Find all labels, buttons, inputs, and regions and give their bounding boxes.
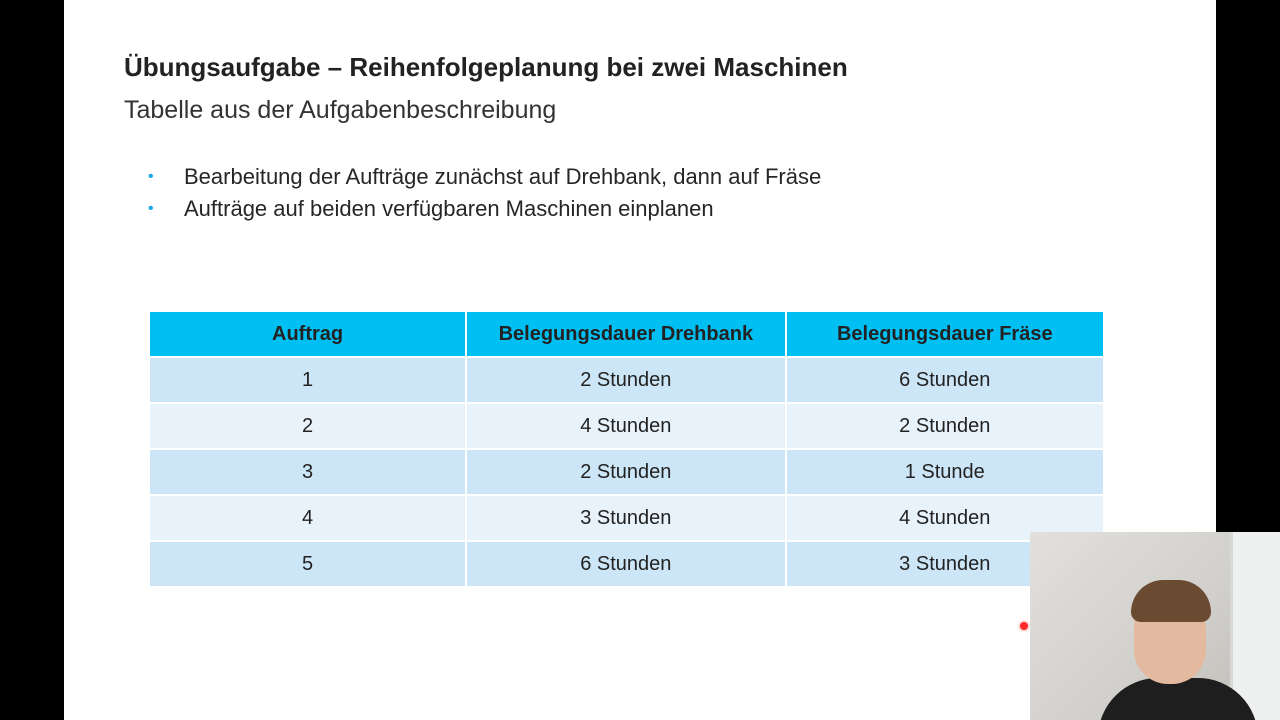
- presenter-webcam: [1030, 532, 1280, 720]
- table-row: [149, 403, 1104, 449]
- bullet-text: Aufträge auf beiden verfügbaren Maschinen einplanen: [184, 196, 714, 221]
- presenter-hair: [1131, 580, 1211, 622]
- cell-drehbank: 3 Stunden: [466, 495, 785, 541]
- header-fraese: Belegungsdauer Fräse: [786, 311, 1104, 357]
- job-duration-table: [148, 310, 1105, 588]
- cell-auftrag: 5: [149, 541, 466, 587]
- table-row: [149, 495, 1104, 541]
- cell-auftrag: 3: [149, 449, 466, 495]
- bullet-marker-icon: •: [148, 168, 154, 185]
- bullet-marker-icon: •: [148, 200, 154, 217]
- bullet-item: [148, 161, 821, 193]
- table-row: [149, 449, 1104, 495]
- cell-auftrag: 2: [149, 403, 466, 449]
- cell-auftrag: 1: [149, 357, 466, 403]
- slide-title: Übungsaufgabe – Reihenfolgeplanung bei zwei Maschinen: [124, 52, 848, 82]
- cell-auftrag: 4: [149, 495, 466, 541]
- cell-fraese: 3 Stunden: [786, 541, 1104, 587]
- cell-fraese: 4 Stunden: [786, 495, 1104, 541]
- webcam-window-background: [1230, 532, 1280, 720]
- bullet-text: Bearbeitung der Aufträge zunächst auf Drehbank, dann auf Fräse: [184, 164, 822, 189]
- cell-drehbank: 6 Stunden: [466, 541, 785, 587]
- cell-drehbank: 2 Stunden: [466, 357, 785, 403]
- header-auftrag: Auftrag: [149, 311, 466, 357]
- laser-pointer-icon: [1020, 622, 1028, 630]
- cell-fraese: 6 Stunden: [786, 357, 1104, 403]
- header-drehbank: Belegungsdauer Drehbank: [466, 311, 785, 357]
- bullet-list: [148, 161, 821, 225]
- bullet-item: [148, 193, 821, 225]
- cell-fraese: 2 Stunden: [786, 403, 1104, 449]
- slide-subtitle: Tabelle aus der Aufgabenbeschreibung: [124, 96, 557, 124]
- cell-drehbank: 2 Stunden: [466, 449, 785, 495]
- table-row: [149, 357, 1104, 403]
- cell-fraese: 1 Stunde: [786, 449, 1104, 495]
- table-row: [149, 541, 1104, 587]
- table-header-row: [149, 311, 1104, 357]
- cell-drehbank: 4 Stunden: [466, 403, 785, 449]
